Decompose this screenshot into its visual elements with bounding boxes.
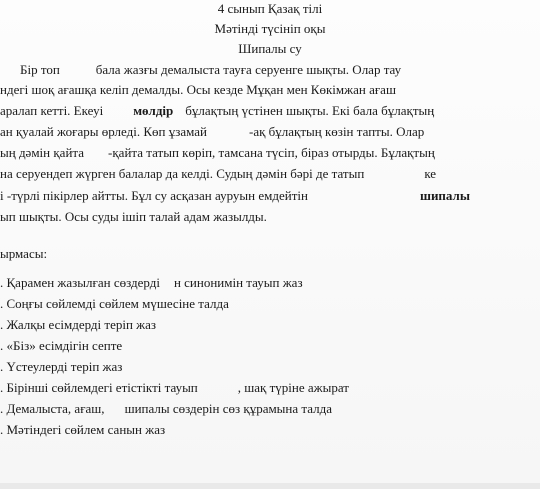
body-line-5-a: ың дәмін қайта	[0, 145, 85, 160]
task-item-7-b: шипалы сөздерін сөз құрамына талда	[124, 401, 332, 416]
body-line-3-b: бұлақтың үстінен шықты. Екі бала бұлақтың	[185, 103, 435, 118]
body-line-1-b: бала жазғы демалыста тауға серуенге шықты. Олар тау	[95, 62, 402, 77]
task-item-3	[0, 317, 156, 333]
task-item-1	[0, 275, 303, 291]
task-line: Мәтінді түсініп оқы	[214, 21, 326, 36]
task-item-1-b: н синонимін тауып жаз	[173, 275, 303, 290]
body-line-6-a: на серуендеп жүрген балалар да келді. Судың дәмін бәрі де татып	[0, 166, 365, 181]
task-item-4	[0, 338, 122, 354]
task-item-1-a: . Қарамен жазылған сөздерді	[0, 275, 160, 290]
task-item-6-b: , шақ түріне ажырат	[237, 380, 349, 395]
body-line-6	[0, 166, 436, 182]
body-line-1-a: Бір топ	[20, 62, 60, 77]
task-item-6-a: . Бірінші сөйлемдегі етістікті тауып	[0, 380, 198, 395]
task-item-3-a: . Жалқы есімдерді теріп жаз	[0, 317, 157, 332]
task-item-4-a: . «Біз» есімдігін септе	[0, 338, 123, 353]
text-title: Шипалы су	[238, 41, 302, 56]
task-item-7-a: . Демалыста, ағаш,	[0, 401, 105, 416]
body-line-1	[20, 62, 401, 78]
tasks-heading: ырмасы:	[0, 246, 48, 261]
task-item-2	[0, 296, 229, 312]
body-line-4-b: -ақ бұлақтың көзін тапты. Олар	[249, 124, 425, 139]
body-line-2	[0, 82, 396, 98]
body-line-6-b: ке	[424, 166, 437, 181]
body-line-7	[0, 188, 470, 204]
body-line-7-a: і -түрлі пікірлер айтты. Бұл су асқазан ауруын емдейтін	[0, 188, 308, 203]
body-line-4	[0, 124, 424, 140]
bottom-edge	[0, 483, 540, 489]
task-item-5	[0, 359, 122, 375]
body-line-2-a: ндегі шоқ ағашқа келіп демалды. Осы кезде Мұқан мен Көкімжан ағаш	[0, 82, 396, 97]
bold-word-shipaly: шипалы	[419, 188, 470, 203]
task-item-2-a: . Соңғы сөйлемді сөйлем мүшесіне талда	[0, 296, 229, 311]
task-item-8	[0, 422, 165, 438]
body-line-8	[0, 209, 267, 225]
body-line-3	[0, 103, 434, 119]
task-item-8-a: . Мәтіндегі сөйлем санын жаз	[0, 422, 166, 437]
body-line-8-a: ып шықты. Осы суды ішіп талай адам жазылды.	[0, 209, 267, 224]
grade-subject-line: 4 сынып Қазақ тілі	[217, 1, 323, 16]
task-item-5-a: . Үстеулерді теріп жаз	[0, 359, 123, 374]
body-line-5	[0, 145, 435, 161]
body-line-3-a: аралап кетті. Екеуі	[0, 103, 104, 118]
body-line-4-a: ан қуалай жоғары өрледі. Көп ұзамай	[0, 124, 208, 139]
task-item-7	[0, 401, 332, 417]
bold-word-moldir: мөлдір	[133, 103, 174, 118]
body-line-5-b: -қайта татып көріп, тамсана түсіп, біраз отырды. Бұлақтың	[108, 145, 435, 160]
task-item-6	[0, 380, 349, 396]
